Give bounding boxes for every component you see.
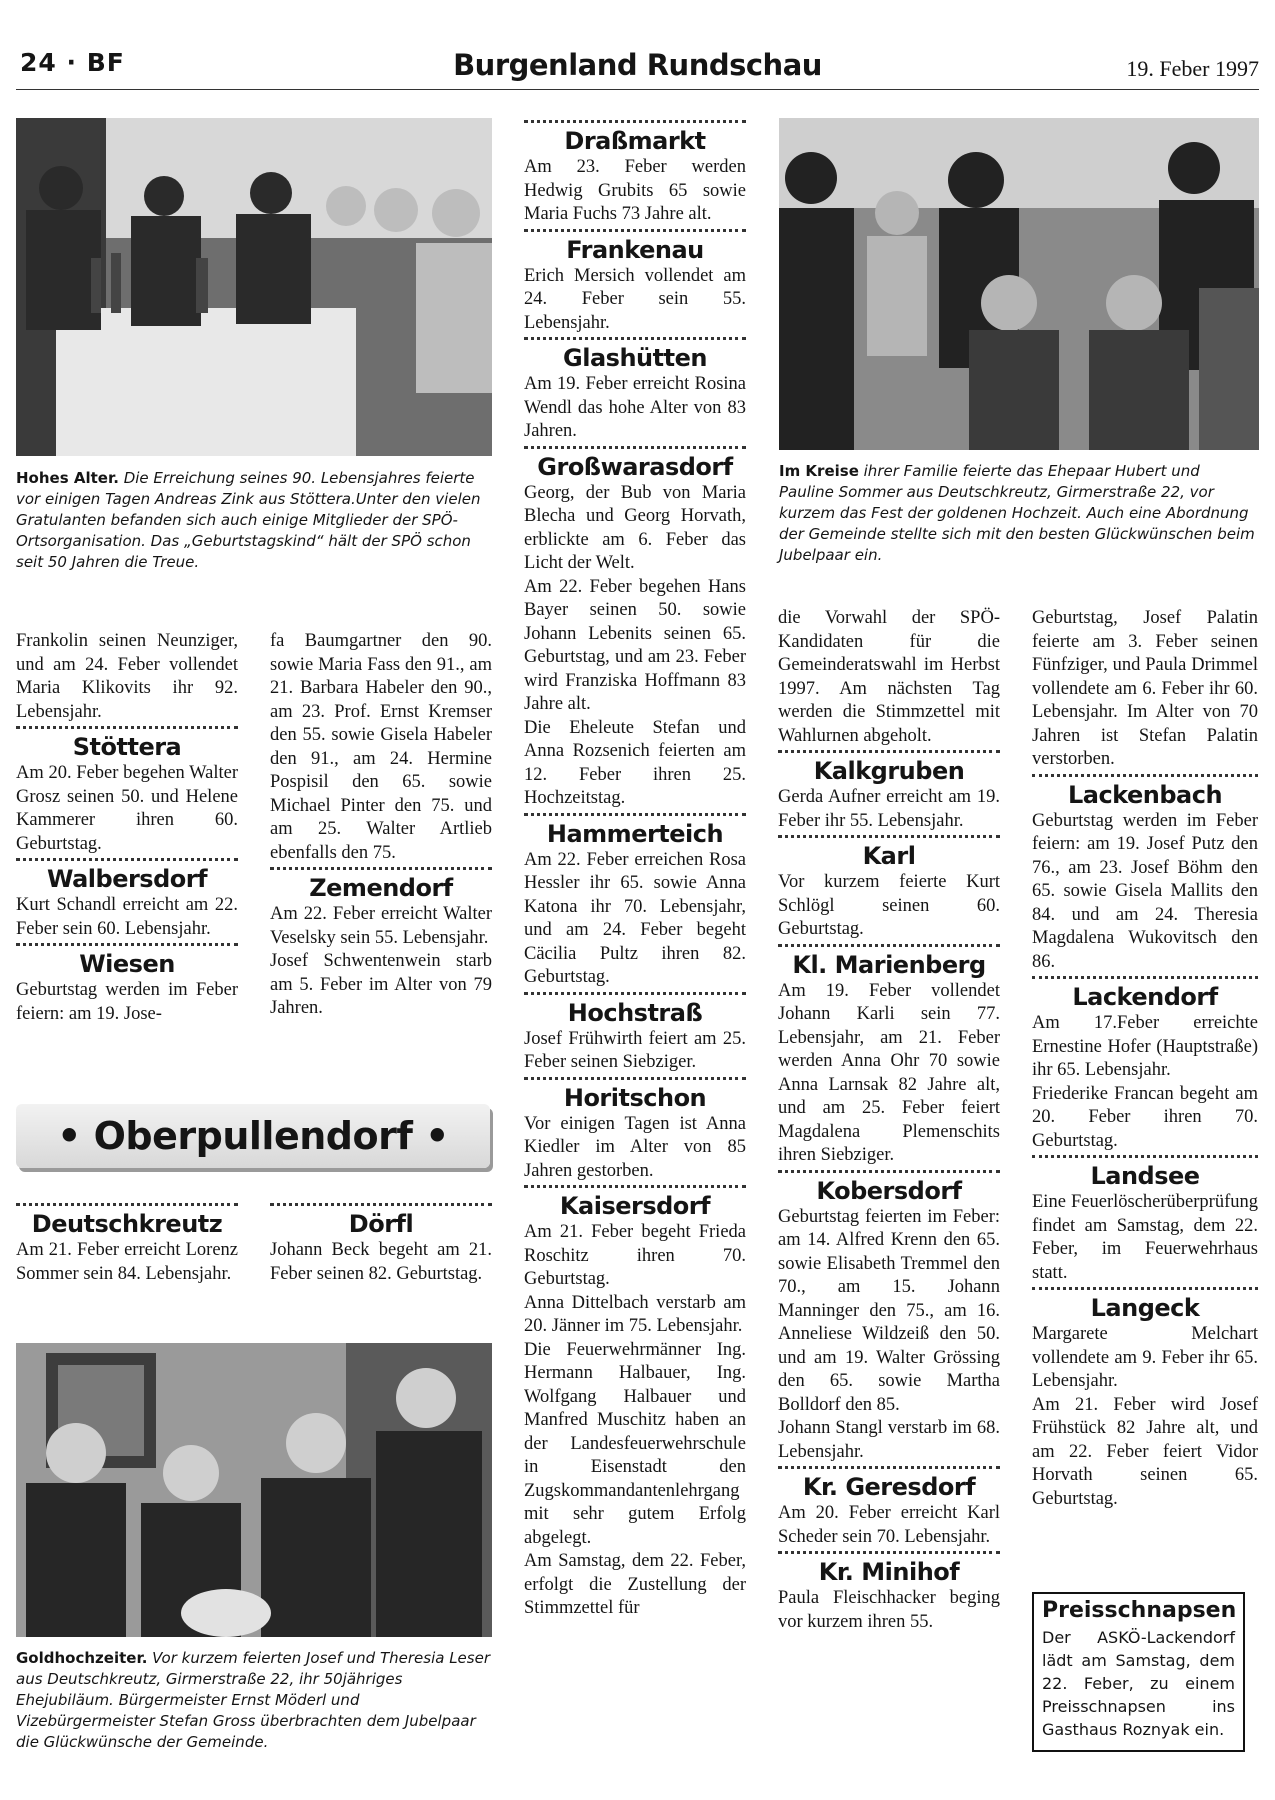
photo-birthday-party — [16, 118, 492, 456]
section-title: Horitschon — [563, 1083, 707, 1112]
section-text: Kurt Schandl erreicht am 22. Feber sein 60. Lebensjahr. — [16, 895, 238, 939]
photo-golden-wedding-family — [779, 118, 1259, 450]
section-title: Frankenau — [566, 235, 704, 264]
section-title: Landsee — [1090, 1162, 1200, 1190]
region-banner: • Oberpullendorf • — [16, 1104, 490, 1168]
section-title: Kl. Marienberg — [792, 950, 986, 979]
section-title: Zemendorf — [309, 874, 453, 902]
column-2-intro: fa Baumgartner den 90. sowie Maria Fass den 91., am 21. Barbara Habeler den 90., am 23. Prof. Ernst Kremser den 55. sowie Gisela Habeler den 91., am 24. Hermine Pospisil den 65. sowie Michael Pinter den 75. und am 25. Walter Artlieb ebenfalls den 75. — [270, 631, 492, 863]
section-kaisersdorf — [524, 1185, 746, 1621]
section-text: Am 20. Feber erreicht Karl Scheder sein 70. Lebensjahr. — [778, 1503, 1000, 1547]
column-4-intro: die Vorwahl der SPÖ-Kandidaten für die Gemeinderatswahl im Herbst 1997. Am nächsten Tag werden die Stimmzettel mit Wahlurnen abgeholt. — [778, 608, 1000, 746]
section-horitschon — [524, 1077, 746, 1184]
column-5-intro: Geburtstag, Josef Palatin feierte am 3. Feber seinen Fünfziger, und Paula Drimmel vollendete am 6. Feber ihr 60. Lebensjahr. Im Alter von 70 Jahren ist Stefan Palatin verstorben. — [1032, 608, 1258, 769]
section-text: Georg, der Bub von Maria Blecha und Georg Horvath, erblickte am 6. Feber das Licht der Welt. — [524, 482, 746, 573]
section-text: Am 23. Feber werden Hedwig Grubits 65 sowie Maria Fuchs 73 Jahre alt. — [524, 157, 746, 224]
section-title: Dörfl — [348, 1210, 414, 1238]
caption-photo-2 — [779, 461, 1259, 566]
caption-photo-3 — [16, 1648, 494, 1753]
newspaper-title: Burgenland Rundschau — [453, 48, 822, 82]
caption-text: Die Erreichung seines 90. Lebensjahres feierte vor einigen Tagen Andreas Zink aus Stöttera.Unter den vielen Gratulanten befanden sich auch einige Mitglieder der SPÖ-Ortsorganisation. Das „Geburtstagskind“ hält der SPÖ schon seit 50 Jahren die Treue. — [16, 469, 481, 571]
section-title: Draßmarkt — [564, 127, 706, 155]
section-hochstrass — [524, 992, 746, 1075]
column-4 — [778, 607, 1000, 1634]
section-lackenbach — [1032, 774, 1258, 975]
section-title: Wiesen — [79, 950, 175, 978]
section-title: Kobersdorf — [816, 1176, 962, 1205]
caption-text: ihrer Familie feierte das Ehepaar Hubert und Pauline Sommer aus Deutschkreutz, Girmerstraße 22, vor kurzem das Fest der goldenen Hochzeit. Auch eine Abordnung der Gemeinde stellte sich mit den besten Glückwünschen beim Jubelpaar ein. — [779, 462, 1255, 564]
section-text: Johann Stangl verstarb im 68. Lebensjahr. — [778, 1418, 1000, 1462]
caption-lead: Hohes Alter. — [16, 469, 119, 487]
section-title: Hammerteich — [546, 819, 724, 848]
section-title: Hochstraß — [567, 998, 703, 1027]
section-title: Kr. Minihof — [818, 1558, 960, 1586]
section-text: Gerda Aufner erreicht am 19. Feber ihr 55. Lebensjahr. — [778, 787, 1000, 831]
section-title: Stöttera — [72, 733, 182, 761]
section-zemendorf — [270, 867, 492, 1021]
section-langeck — [1032, 1287, 1258, 1511]
section-text: Am Samstag, dem 22. Feber, erfolgt die Zustellung der Stimmzettel für — [524, 1551, 746, 1618]
section-title: Großwarasdorf — [537, 452, 733, 481]
section-text: Am 21. Feber erreicht Lorenz Sommer sein 84. Lebensjahr. — [16, 1240, 238, 1284]
section-title: Lackenbach — [1067, 780, 1223, 809]
section-deutschkreutz — [16, 1201, 238, 1286]
caption-photo-1 — [16, 468, 494, 573]
section-title: Kr. Geresdorf — [802, 1473, 976, 1501]
section-wiesen — [16, 943, 238, 1026]
notice-title: Preisschnapsen — [1042, 1598, 1237, 1623]
notice-box-preisschnapsen — [1032, 1592, 1245, 1752]
section-text: Am 19. Feber erreicht Rosina Wendl das hohe Alter von 83 Jahren. — [524, 374, 746, 441]
column-1 — [16, 630, 238, 1026]
section-title: Karl — [862, 842, 916, 870]
section-title: Lackendorf — [1072, 983, 1218, 1011]
caption-lead: Goldhochzeiter. — [16, 1649, 148, 1667]
section-text: Geburtstag werden im Feber feiern: am 19. Josef Putz den 76., am 23. Josef Böhm den 65. sowie Gisela Mallits den 84. und am 24. Theresia Magdalena Wukovitsch den 86. — [1032, 810, 1258, 972]
section-drassmarkt — [524, 120, 746, 227]
section-karl — [778, 835, 1000, 942]
section-kr-geresdorf — [778, 1466, 1000, 1549]
section-text: Eine Feuerlöscherüberprüfung findet am Samstag, dem 22. Feber, im Feuerwehrhaus statt. — [1032, 1192, 1258, 1283]
issue-date: 19. Feber 1997 — [1126, 56, 1259, 81]
column-1-intro: Frankolin seinen Neunziger, und am 24. Feber vollendet Maria Klikovits ihr 92. Lebensjahr. — [16, 631, 238, 722]
section-text: Am 19. Feber vollendet Johann Karli sein 77. Lebensjahr, am 21. Feber werden Anna Ohr 70 sowie Anna Larnsak 82 Jahre alt, und am 25. Feber feiert Magdalena Plemenschits ihren Siebziger. — [778, 980, 1000, 1165]
notice-text: Der ASKÖ-Lackendorf lädt am Samstag, dem 22. Feber, zu einem Preisschnapsen ins Gasthaus Roznyak ein. — [1042, 1628, 1235, 1739]
section-glashuetten — [524, 337, 746, 444]
column-2 — [270, 630, 492, 1021]
section-text: Friederike Francan begeht am 20. Feber ihren 70. Geburtstag. — [1032, 1083, 1258, 1151]
section-text: Am 21. Feber begeht Frieda Roschitz ihren 70. Geburtstag. — [524, 1222, 746, 1289]
section-grosswarasdorf — [524, 446, 746, 811]
section-text: Erich Mersich vollendet am 24. Feber sein 55. Lebensjahr. — [524, 265, 746, 333]
section-text: Geburtstag feierten im Feber: am 14. Alfred Krenn den 65. sowie Elisabeth Tremmel den 70., am 15. Johann Manninger den 75., am 16. Anneliese Wildzeiß den 50. und am 19. Walter Grössing den 65. sowie Martha Bolldorf den 85. — [778, 1206, 1000, 1415]
section-title: Walbersdorf — [46, 865, 208, 893]
section-text: Josef Frühwirth feiert am 25. Feber seinen Siebziger. — [524, 1028, 746, 1072]
section-text: Am 22. Feber erreicht Walter Veselsky sein 55. Lebensjahr. — [270, 904, 492, 948]
section-text: Am 20. Feber begehen Walter Grosz seinen 50. und Helene Kammerer ihren 60. Geburtstag. — [16, 763, 238, 854]
caption-text: Vor kurzem feierten Josef und Theresia Leser aus Deutschkreutz, Girmerstraße 22, ihr 50jähriges Ehejubiläum. Bürgermeister Ernst Möderl und Vizebürgermeister Stefan Gross überbrachten dem Jubelpaar die Glückwünsche der Gemeinde. — [16, 1649, 490, 1751]
section-lackendorf — [1032, 976, 1258, 1153]
column-5 — [1032, 607, 1258, 1511]
section-text: Geburtstag werden im Feber feiern: am 19. Jose- — [16, 980, 238, 1024]
section-text: Die Eheleute Stefan und Anna Rozsenich feierten am 12. Feber ihren 25. Hochzeitstag. — [524, 717, 746, 808]
section-kr-minihof — [778, 1551, 1000, 1634]
header-rule — [16, 89, 1259, 90]
section-text: Margarete Melchart vollendete am 9. Feber ihr 65. Lebensjahr. — [1032, 1324, 1258, 1391]
section-frankenau — [524, 229, 746, 336]
section-stoettera — [16, 726, 238, 856]
section-kalkgruben — [778, 750, 1000, 833]
section-text: Johann Beck begeht am 21. Feber seinen 82. Geburtstag. — [270, 1240, 492, 1284]
section-text: Paula Fleischhacker beging vor kurzem ihren 55. — [778, 1588, 1000, 1632]
section-text: Am 22. Feber begehen Hans Bayer seinen 50. sowie Johann Lebenits seinen 65. Geburtstag, und am 23. Feber wird Franziska Hoffmann 83 Jahre alt. — [524, 576, 746, 714]
section-landsee — [1032, 1155, 1258, 1285]
section-title: Langeck — [1090, 1294, 1200, 1322]
section-hammerteich — [524, 813, 746, 990]
section-title: Glashütten — [563, 344, 707, 372]
section-text: Vor einigen Tagen ist Anna Kiedler im Alter von 85 Jahren gestorben. — [524, 1113, 746, 1181]
section-kl-marienberg — [778, 944, 1000, 1168]
section-walbersdorf — [16, 858, 238, 941]
section-text: Am 21. Feber wird Josef Frühstück 82 Jahre alt, und am 22. Feber feiert Vidor Horvath seinen 65. Geburtstag. — [1032, 1394, 1258, 1509]
section-doerfl — [270, 1201, 492, 1286]
column-3 — [524, 118, 746, 1621]
photo-gold-wedding-couple — [16, 1343, 492, 1637]
section-text: Am 17.Feber erreichte Ernestine Hofer (Hauptstraße) ihr 65. Lebensjahr. — [1032, 1013, 1258, 1080]
page-label: 24 · BF — [20, 48, 125, 77]
section-kobersdorf — [778, 1170, 1000, 1465]
section-title: Kaisersdorf — [559, 1192, 711, 1220]
section-title: Kalkgruben — [813, 757, 965, 785]
section-text: Vor kurzem feierte Kurt Schlögl seinen 60. Geburtstag. — [778, 872, 1000, 939]
section-text: Anna Dittelbach verstarb am 20. Jänner im 75. Lebensjahr. — [524, 1292, 746, 1336]
section-title: Deutschkreutz — [31, 1210, 223, 1238]
section-text: Die Feuerwehrmänner Ing. Hermann Halbauer, Ing. Wolfgang Halbauer und Manfred Muschitz haben an der Landesfeuerwehrschule in Eisenstadt den Zugskommandantenlehrgang mit sehr gutem Erfolg abgelegt. — [524, 1339, 746, 1548]
caption-lead: Im Kreise — [779, 462, 859, 480]
section-text: Am 22. Feber erreichen Rosa Hessler ihr 65. sowie Anna Katona ihr 70. Lebensjahr, und am 24. Feber begeht Cäcilia Pultz ihren 82. Geburtstag. — [524, 849, 746, 987]
section-text: Josef Schwentenwein starb am 5. Feber im Alter von 79 Jahren. — [270, 951, 492, 1018]
